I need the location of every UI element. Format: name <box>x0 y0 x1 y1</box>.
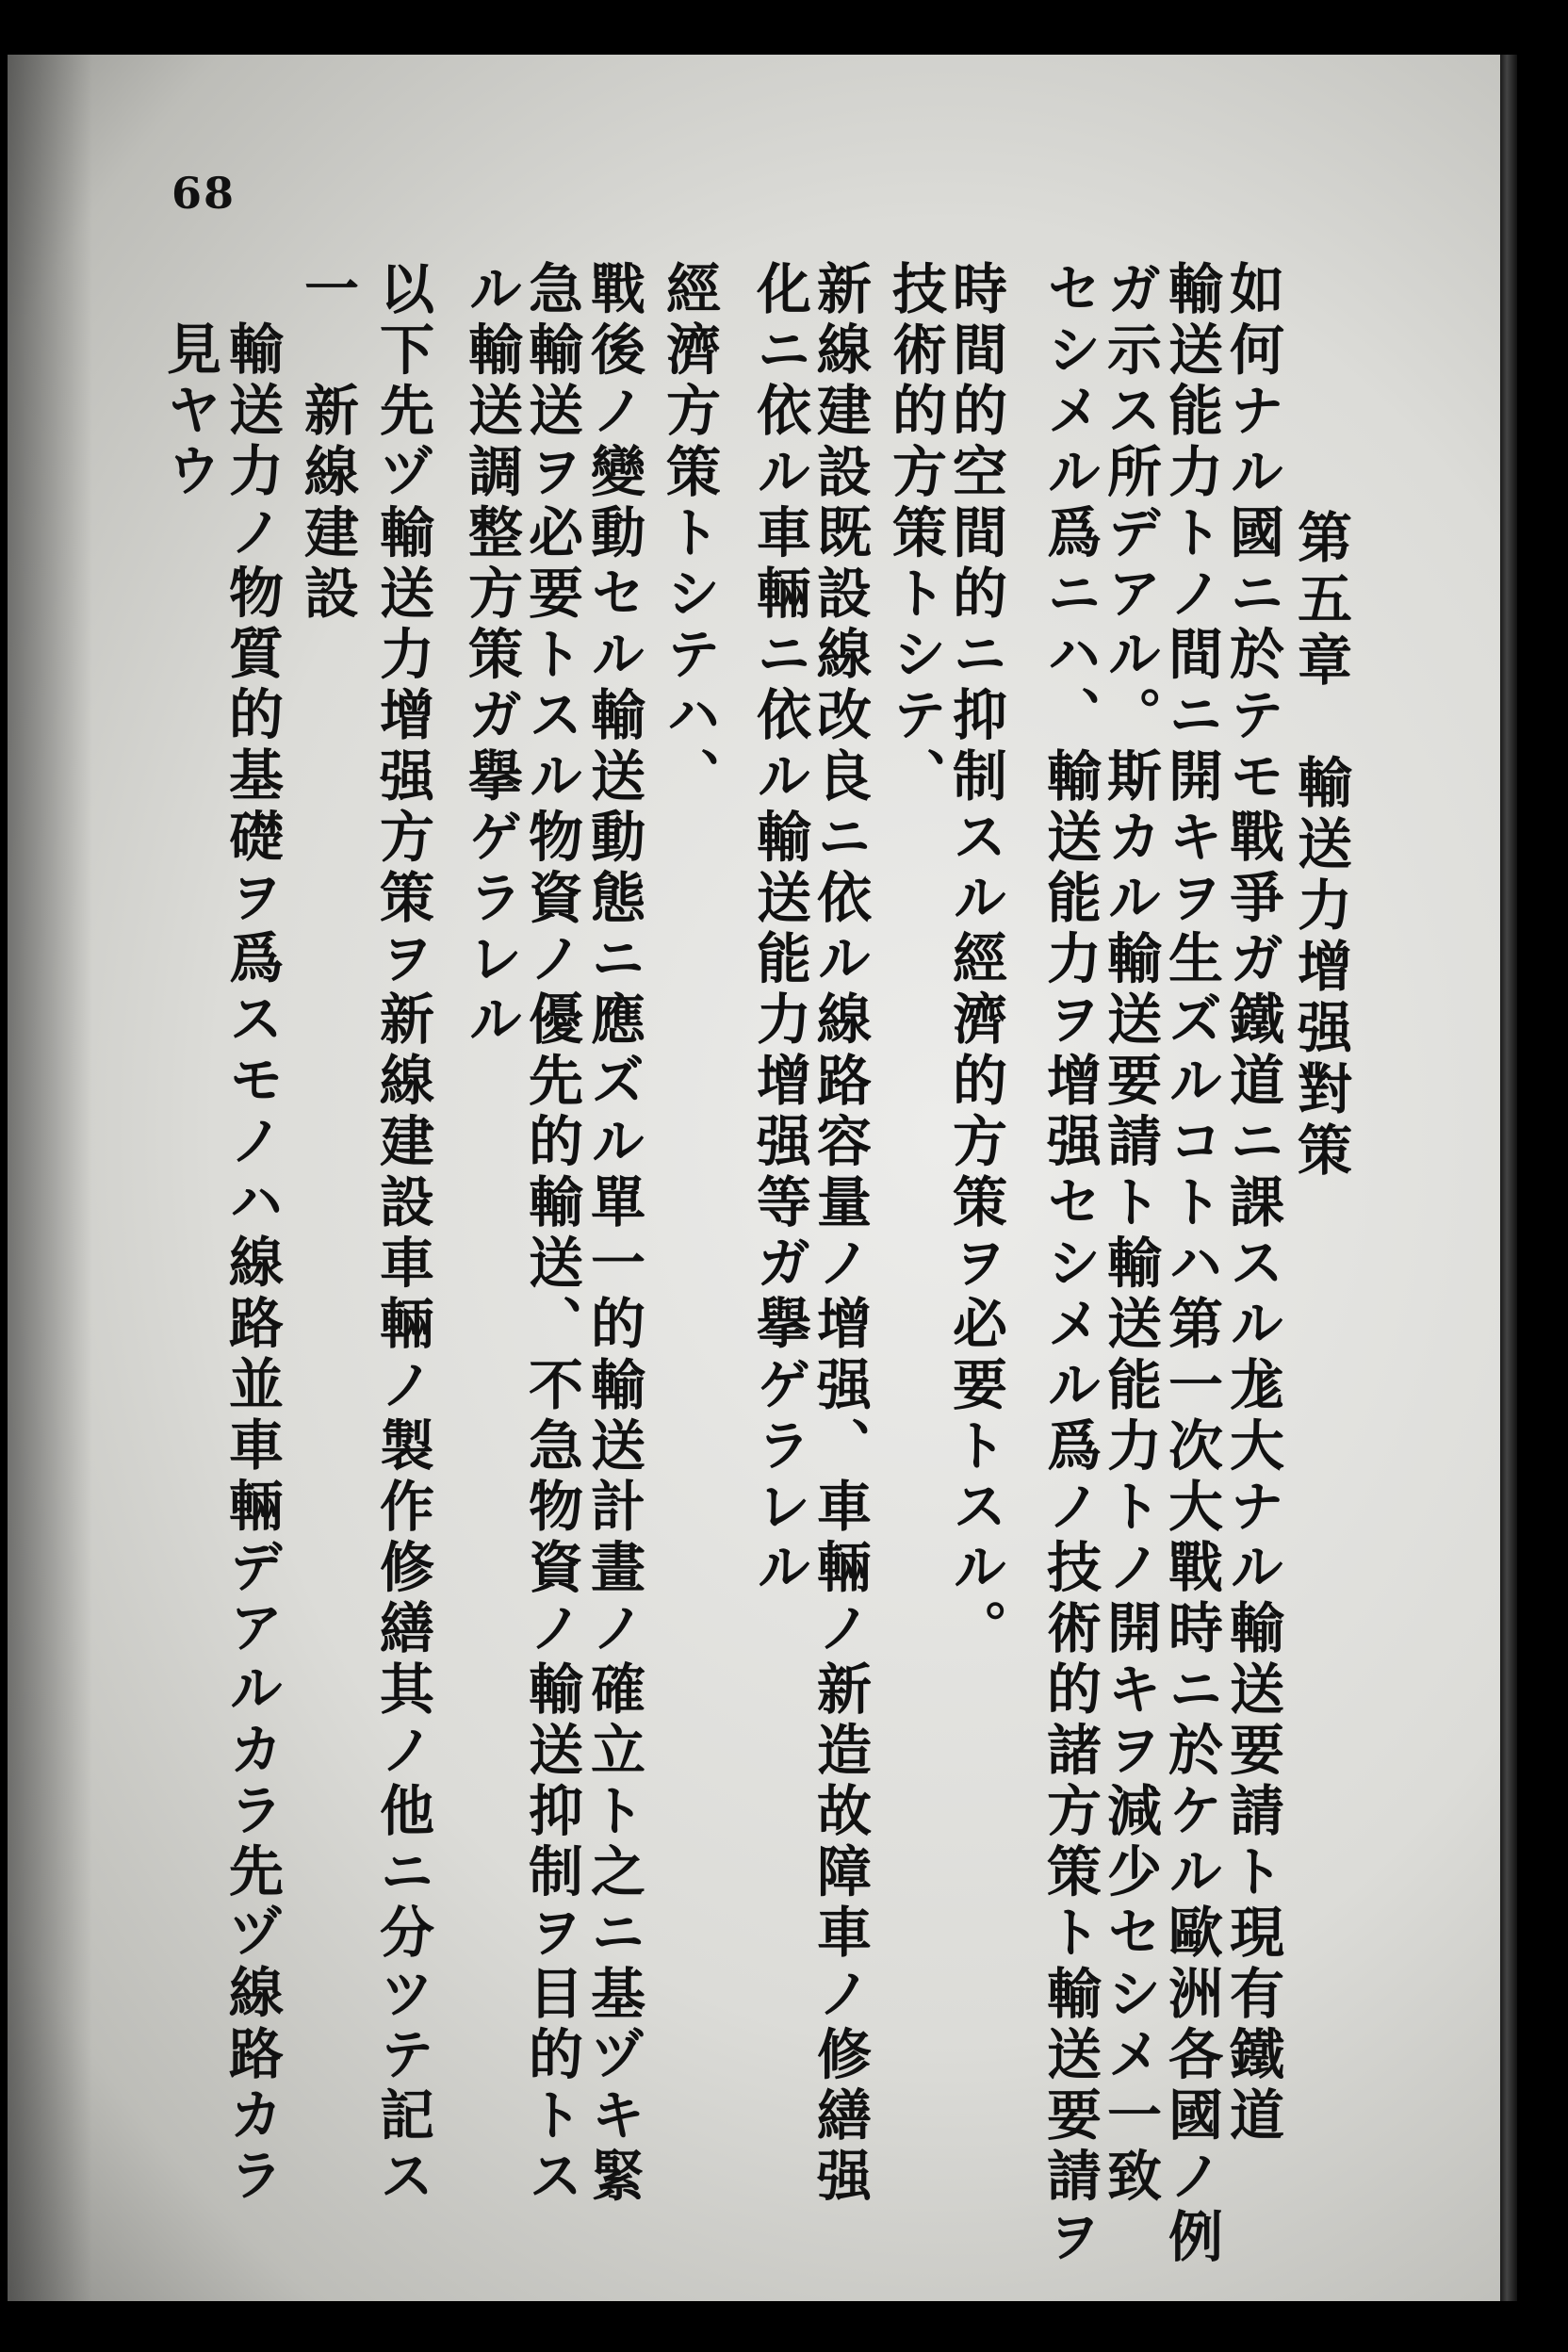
text-column-5: 時間的空間的ニ抑制スル經濟的方策ヲ必要トスル。 <box>943 260 1007 1660</box>
page-number: 68 <box>172 168 237 219</box>
text-column-6: 技術的方策トシテ、 <box>883 260 947 808</box>
text-column-10: 戰後ノ變動セル輸送動態ニ應ズル單一的輸送計畫ノ確立ト之ニ基ヅキ緊 <box>581 260 645 2209</box>
page-edge-shadow <box>8 55 92 2301</box>
text-column-4: セシメル爲ニハ、輸送能力ヲ增强セシメル爲ノ技術的諸方策ト輸送要請ヲ <box>1037 260 1102 2269</box>
text-column-12: ル輸送調整方策ガ擧ゲラレル <box>459 260 523 1052</box>
book-spine <box>1500 55 1517 2301</box>
chapter-title: 第五章 輸送力增强對策 <box>1288 509 1352 1183</box>
text-column-7: 新線建設既設線改良ニ依ル線路容量ノ增强、車輛ノ新造故障車ノ修繕强 <box>808 260 872 2209</box>
section-heading: 一 新線建設 <box>295 260 359 626</box>
text-column-15: 輸送力ノ物質的基礎ヲ爲スモノハ線路並車輛デアルカラ先ヅ線路カラ <box>220 320 284 2208</box>
text-column-3: ガ示ス所デアル。斯カル輸送要請ト輸送能力トノ開キヲ減少セシメ一致 <box>1098 260 1162 2209</box>
text-column-1: 如何ナル國ニ於テモ戰爭ガ鐵道ニ課スル尨大ナル輸送要請ト現有鐵道 <box>1220 260 1284 2148</box>
text-column-16: 見ヤウ <box>157 320 221 503</box>
text-column-9: 經濟方策トシテハ、 <box>657 260 721 808</box>
text-column-11: 急輸送ヲ必要トスル物資ノ優先的輸送、不急物資ノ輸送抑制ヲ目的トス <box>519 260 583 2209</box>
text-column-13: 以下先ヅ輸送力增强方策ヲ新線建設車輛ノ製作修繕其ノ他ニ分ツテ記ス <box>370 260 434 2209</box>
text-column-8: 化ニ依ル車輛ニ依ル輸送能力增强等ガ擧ゲラレル <box>747 260 811 1600</box>
text-column-2: 輸送能力トノ間ニ開キヲ生ズルコトハ第一次大戰時ニ於ケル歐洲各國ノ例 <box>1159 260 1223 2269</box>
